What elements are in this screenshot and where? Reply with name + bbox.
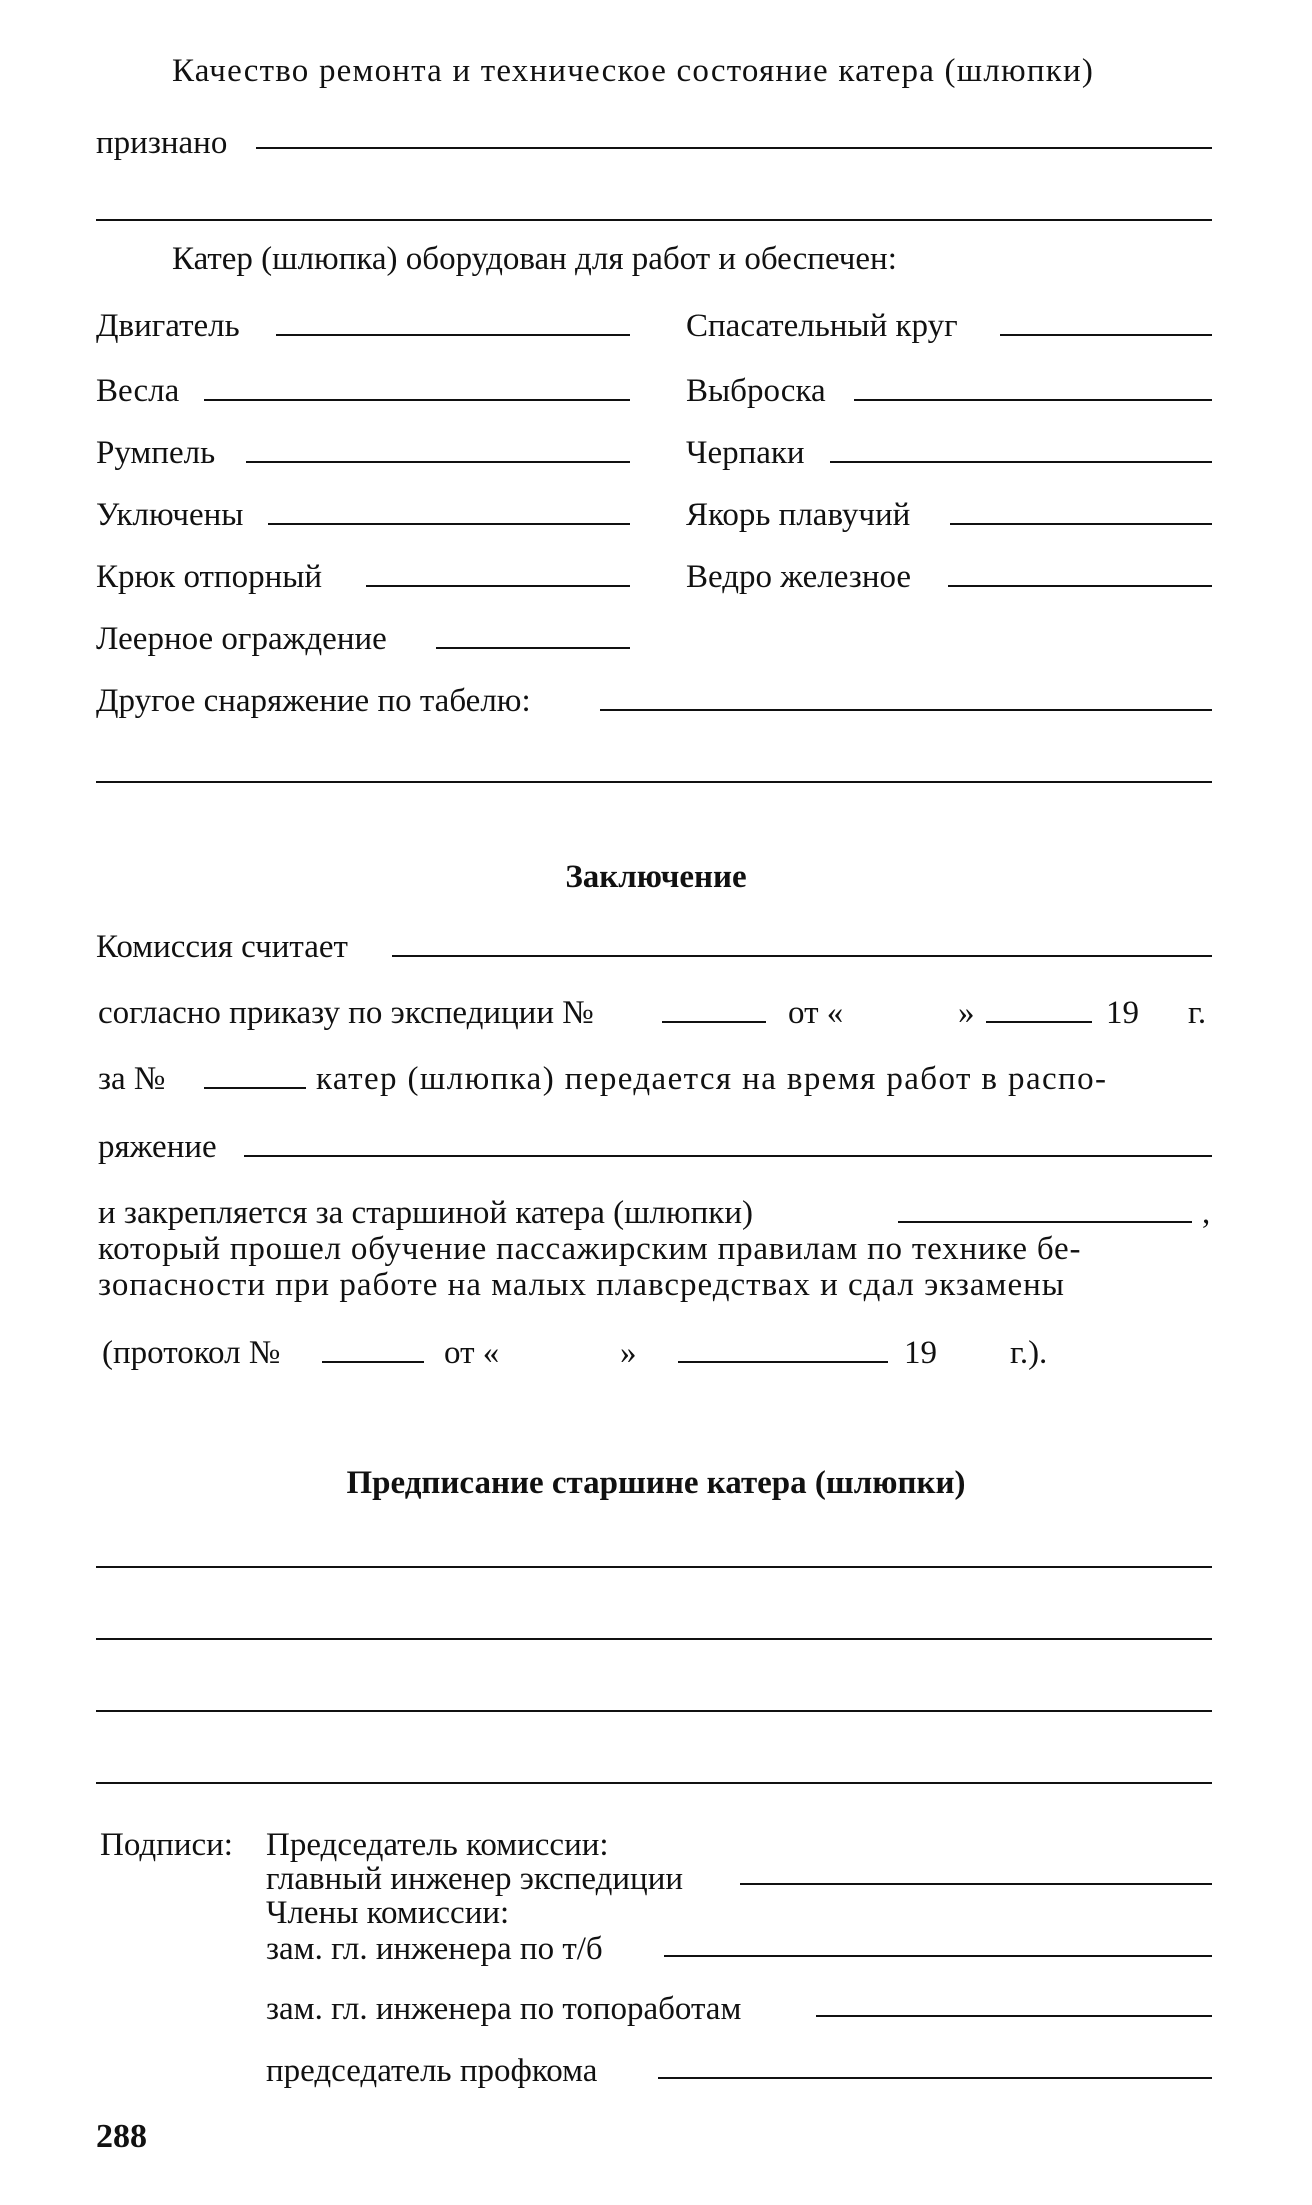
trained-line-2: зопасности при работе на малых плавсредствах и сдал экзамены <box>98 1267 1065 1303</box>
protocol-quote-close: » <box>620 1335 637 1371</box>
members-title: Члены комиссии: <box>266 1895 510 1931</box>
equipment-tiller-field[interactable] <box>246 461 630 463</box>
assigned-label: и закрепляется за старшиной катера (шлюпки) <box>98 1195 753 1231</box>
protocol-label: (протокол № <box>102 1335 281 1371</box>
prescription-line-1[interactable] <box>96 1566 1212 1568</box>
disposal-label: ряжение <box>98 1129 217 1165</box>
commission-label: Комиссия считает <box>96 929 348 965</box>
protocol-end: г.). <box>1010 1335 1048 1371</box>
coxswain-field[interactable] <box>898 1221 1192 1223</box>
order-year-suffix: г. <box>1188 995 1207 1031</box>
equipment-boathook-label: Крюк отпорный <box>96 559 323 595</box>
protocol-month-field[interactable] <box>678 1361 888 1363</box>
prescription-line-3[interactable] <box>96 1710 1212 1712</box>
equipment-oarlocks-label: Уключены <box>96 497 244 533</box>
equipment-bucket-label: Ведро железное <box>686 559 912 595</box>
order-month-field[interactable] <box>986 1021 1092 1023</box>
other-gear-field-continued[interactable] <box>96 781 1212 783</box>
recognized-field[interactable] <box>256 147 1212 149</box>
equipment-engine-field[interactable] <box>276 334 630 336</box>
protocol-from-label: от « <box>444 1335 500 1371</box>
equipment-bailers-label: Черпаки <box>686 435 805 471</box>
prescription-heading <box>0 1464 1312 1502</box>
protocol-number-field[interactable] <box>322 1361 424 1363</box>
page-number: 288 <box>96 2118 147 2155</box>
equipment-railing-field[interactable] <box>436 647 630 649</box>
disposal-field[interactable] <box>244 1155 1212 1157</box>
equipment-bucket-field[interactable] <box>948 585 1212 587</box>
equipment-heaving-line-label: Выброска <box>686 373 826 409</box>
union-chair-signature-field[interactable] <box>658 2077 1212 2079</box>
order-year-prefix: 19 <box>1106 995 1139 1031</box>
assigned-comma: , <box>1202 1195 1211 1231</box>
prescription-heading-text: Предписание старшине катера (шлюпки) <box>346 1465 966 1501</box>
quality-line: Качество ремонта и техническое состояние катера (шлюпки) <box>172 53 1095 89</box>
equipment-sea-anchor-label: Якорь плавучий <box>686 497 911 533</box>
for-number-field[interactable] <box>204 1087 306 1089</box>
order-quote-close: » <box>958 995 975 1031</box>
chair-title: Председатель комиссии: <box>266 1827 609 1863</box>
union-chair-label: председатель профкома <box>266 2053 598 2089</box>
prescription-line-4[interactable] <box>96 1782 1212 1784</box>
equipment-oars-field[interactable] <box>204 399 630 401</box>
other-gear-field[interactable] <box>600 709 1212 711</box>
conclusion-heading-text: Заключение <box>565 859 747 895</box>
signatures-label: Подписи: <box>100 1827 233 1863</box>
for-number-label: за № <box>98 1061 166 1097</box>
prescription-line-2[interactable] <box>96 1638 1212 1640</box>
deputy-tb-label: зам. гл. инженера по т/б <box>266 1931 603 1967</box>
recognized-label: признано <box>96 125 228 161</box>
equipment-lifebuoy-field[interactable] <box>1000 334 1212 336</box>
equipment-sea-anchor-field[interactable] <box>950 523 1212 525</box>
deputy-topo-label: зам. гл. инженера по топоработам <box>266 1991 742 2027</box>
equipment-railing-label: Леерное ограждение <box>96 621 387 657</box>
order-from-label: от « <box>788 995 844 1031</box>
equipment-oars-label: Весла <box>96 373 180 409</box>
commission-field[interactable] <box>392 955 1212 957</box>
equipment-lifebuoy-label: Спасательный круг <box>686 308 958 344</box>
equipment-oarlocks-field[interactable] <box>268 523 630 525</box>
equipped-line: Катер (шлюпка) оборудован для работ и обеспечен: <box>172 241 897 277</box>
deputy-topo-signature-field[interactable] <box>816 2015 1212 2017</box>
order-label: согласно приказу по экспедиции № <box>98 995 594 1031</box>
order-number-field[interactable] <box>662 1021 766 1023</box>
other-gear-label: Другое снаряжение по табелю: <box>96 683 531 719</box>
deputy-tb-signature-field[interactable] <box>664 1955 1212 1957</box>
chief-engineer-signature-field[interactable] <box>740 1883 1212 1885</box>
conclusion-heading <box>0 858 1312 896</box>
chief-engineer-label: главный инженер экспедиции <box>266 1861 684 1897</box>
protocol-year: 19 <box>904 1335 937 1371</box>
equipment-engine-label: Двигатель <box>96 308 240 344</box>
equipment-bailers-field[interactable] <box>830 461 1212 463</box>
transfer-text: катер (шлюпка) передается на время работ в распо- <box>316 1061 1108 1097</box>
equipment-boathook-field[interactable] <box>366 585 630 587</box>
trained-line-1: который прошел обучение пассажирским правилам по технике бе- <box>98 1231 1082 1267</box>
recognized-field-continued[interactable] <box>96 219 1212 221</box>
equipment-heaving-line-field[interactable] <box>854 399 1212 401</box>
equipment-tiller-label: Румпель <box>96 435 216 471</box>
